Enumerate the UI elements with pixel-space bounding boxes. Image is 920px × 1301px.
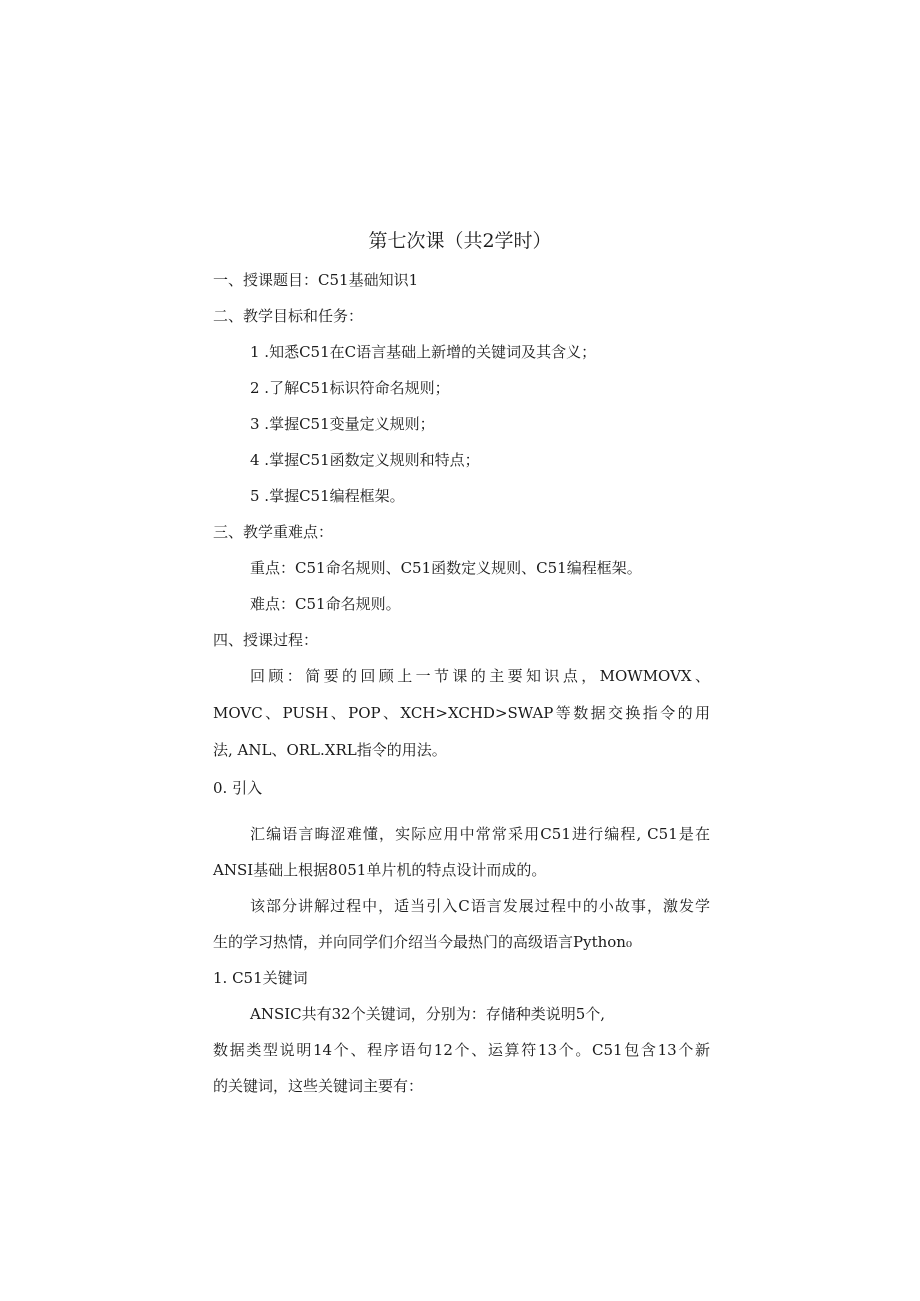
- keywords-heading: 1. C51关键词: [213, 969, 308, 987]
- goal-item: 3 .掌握C51变量定义规则；: [250, 415, 435, 433]
- section-heading-keypoints: 三、教学重难点：: [213, 523, 334, 541]
- difficult-point: 难点：C51命名规则。: [250, 595, 401, 613]
- goal-item: 4 .掌握C51函数定义规则和特点；: [250, 451, 480, 469]
- keywords-paragraph-line: ANSIC共有32个关键词，分别为：存储种类说明5个,: [250, 1005, 606, 1023]
- section-heading-topic: 一、授课题目：C51基础知识1: [213, 271, 419, 289]
- keywords-paragraph-line: 数据类型说明14个、程序语句12个、运算符13个。C51包含13个新: [213, 1041, 710, 1059]
- intro-paragraph-line: ANSI基础上根据8051单片机的特点设计而成的。: [213, 861, 547, 879]
- review-line: MOVC、PUSH、POP、XCH>XCHD>SWAP等数据交换指令的用: [213, 704, 710, 722]
- intro-paragraph-line: 该部分讲解过程中，适当引入C语言发展过程中的小故事，激发学: [250, 897, 710, 915]
- key-point: 重点：C51命名规则、C51函数定义规则、C51编程框架。: [250, 559, 642, 577]
- intro-paragraph-line: 生的学习热情，并向同学们介绍当今最热门的高级语言Python₀: [213, 933, 632, 951]
- goal-item: 5 .掌握C51编程框架。: [250, 487, 405, 505]
- review-line: 法, ANL、ORL.XRL指令的用法。: [213, 741, 447, 759]
- review-line: 回顾：简要的回顾上一节课的主要知识点，MOWMOVX、: [250, 667, 710, 685]
- intro-heading: 0. 引入: [213, 779, 263, 797]
- goal-item: 2 .了解C51标识符命名规则；: [250, 379, 450, 397]
- keywords-paragraph-line: 的关键词，这些关键词主要有：: [213, 1077, 424, 1095]
- section-heading-goals: 二、教学目标和任务：: [213, 307, 364, 325]
- intro-paragraph-line: 汇编语言晦涩难懂，实际应用中常常采用C51进行编程, C51是在: [250, 825, 710, 843]
- goal-item: 1 .知悉C51在C语言基础上新增的关键词及其含义；: [250, 343, 597, 361]
- page-title: 第七次课（共2学时）: [368, 230, 552, 252]
- section-heading-process: 四、授课过程：: [213, 631, 319, 649]
